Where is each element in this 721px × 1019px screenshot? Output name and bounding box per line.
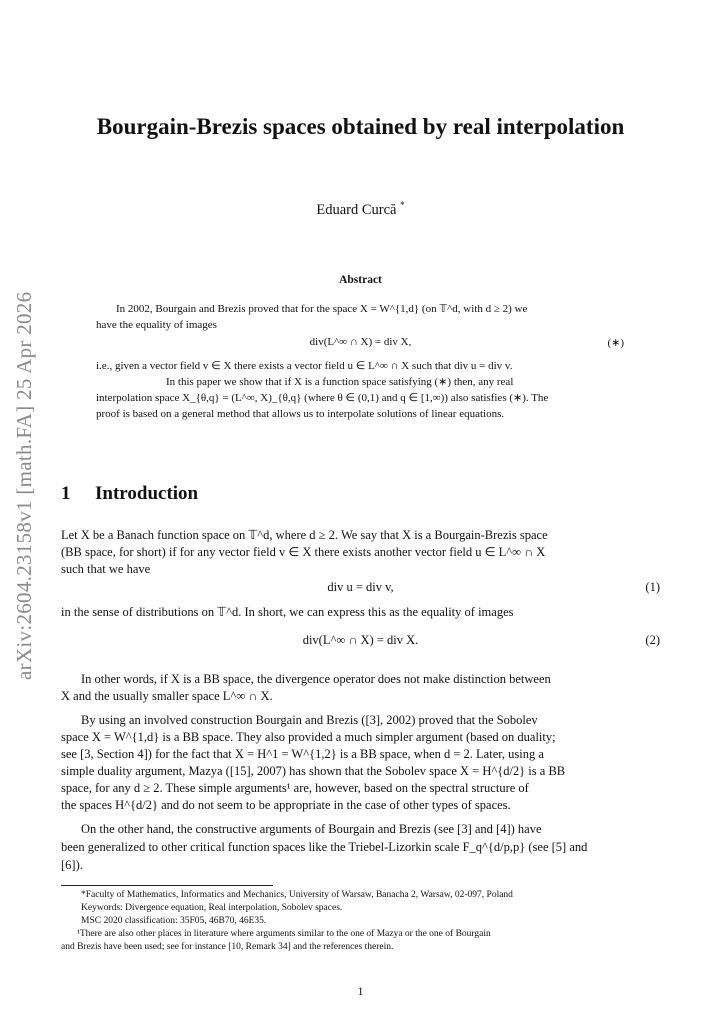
author-line — [200, 200, 521, 219]
section-heading — [61, 483, 198, 505]
abstract-line: In this paper we show that if X is a function space satisfying (∗) then, any real — [166, 376, 514, 388]
footnote-line: *Faculty of Mathematics, Informatics and Mechanics, University of Warsaw, Banacha 2, Warsaw, 02-097, Poland — [81, 890, 513, 900]
abstract-equation-label: (∗) — [607, 337, 624, 349]
footnote-line: and Brezis have been used; see for instance [10, Remark 34] and the references therein. — [61, 942, 394, 952]
abstract-line: interpolation space X_{θ,q} = (L^∞, X)_{θ,q} (where θ ∈ (0,1) and q ∈ [1,∞)) also satisfies (∗). The — [96, 392, 549, 404]
paper-title: Bourgain-Brezis spaces obtained by real interpolation — [96, 114, 625, 139]
body-line: X and the usually smaller space L^∞ ∩ X. — [61, 689, 273, 703]
footnote-rule — [61, 885, 273, 886]
body-line: On the other hand, the constructive arguments of Bourgain and Brezis (see [3] and [4]) have — [81, 822, 542, 836]
equation-1: div u = div v, — [327, 580, 394, 594]
body-line: [6]). — [61, 858, 83, 872]
body-line: (BB space, for short) if for any vector field v ∈ X there exists another vector field u ∈ L^∞ ∩ X — [61, 545, 546, 559]
page-number: 1 — [357, 984, 364, 998]
body-line: such that we have — [61, 562, 151, 576]
equation-1-label: (1) — [645, 580, 660, 594]
author-footnote-mark: * — [400, 200, 405, 210]
body-line: By using an involved construction Bourgain and Brezis ([3], 2002) proved that the Sobolev — [81, 713, 538, 727]
equation-2-label: (2) — [645, 633, 660, 647]
author-name: Eduard Curcă — [316, 201, 397, 218]
arxiv-identifier: arXiv:2604.23158v1 [math.FA] 25 Apr 2026 — [12, 291, 36, 680]
abstract-line: proof is based on a general method that allows us to interpolate solutions of linear equations. — [96, 408, 505, 420]
abstract-heading: Abstract — [339, 274, 382, 286]
body-line: space, for any d ≥ 2. These simple arguments¹ are, however, based on the spectral structure of — [61, 781, 529, 795]
abstract-line: have the equality of images — [96, 319, 217, 331]
abstract-line: i.e., given a vector field v ∈ X there exists a vector field u ∈ L^∞ ∩ X such that div u = div v. — [96, 360, 513, 372]
body-line: simple duality argument, Mazya ([15], 2007) has shown that the Sobolev space X = H^{d/2} is a BB — [61, 764, 566, 778]
body-line: the spaces H^{d/2} and do not seem to be appropriate in the case of other types of spaces. — [61, 798, 511, 812]
body-line: space X = W^{1,d} is a BB space. They also provided a much simpler argument (based on duality; — [61, 730, 556, 744]
equation-2: div(L^∞ ∩ X) = div X. — [302, 633, 419, 647]
body-line: Let X be a Banach function space on 𝕋^d, where d ≥ 2. We say that X is a Bourgain-Brezis space — [61, 528, 548, 542]
body-line: see [3, Section 4]) for the fact that X = H^1 = W^{1,2} is a BB space, when d = 2. Later, using a — [61, 747, 544, 761]
footnote-line: Keywords: Divergence equation, Real interpolation, Sobolev spaces. — [81, 903, 343, 913]
section-number: 1 — [61, 483, 71, 504]
abstract-equation: div(L^∞ ∩ X) = div X, — [309, 336, 412, 348]
section-title: Introduction — [95, 483, 199, 504]
body-line: in the sense of distributions on 𝕋^d. In short, we can express this as the equality of images — [61, 605, 514, 619]
footnote-line: ¹There are also other places in literature where arguments similar to the one of Mazya or the one of Bourgain — [77, 929, 491, 939]
abstract-line: In 2002, Bourgain and Brezis proved that for the space X = W^{1,d} (on 𝕋^d, with d ≥ 2) we — [116, 303, 528, 315]
body-line: been generalized to other critical function spaces like the Triebel-Lizorkin scale F_q^{d/p,p} (see [5] and — [61, 840, 588, 854]
footnote-line: MSC 2020 classification: 35F05, 46B70, 46E35. — [81, 916, 267, 926]
body-line: In other words, if X is a BB space, the divergence operator does not make distinction between — [81, 672, 551, 686]
